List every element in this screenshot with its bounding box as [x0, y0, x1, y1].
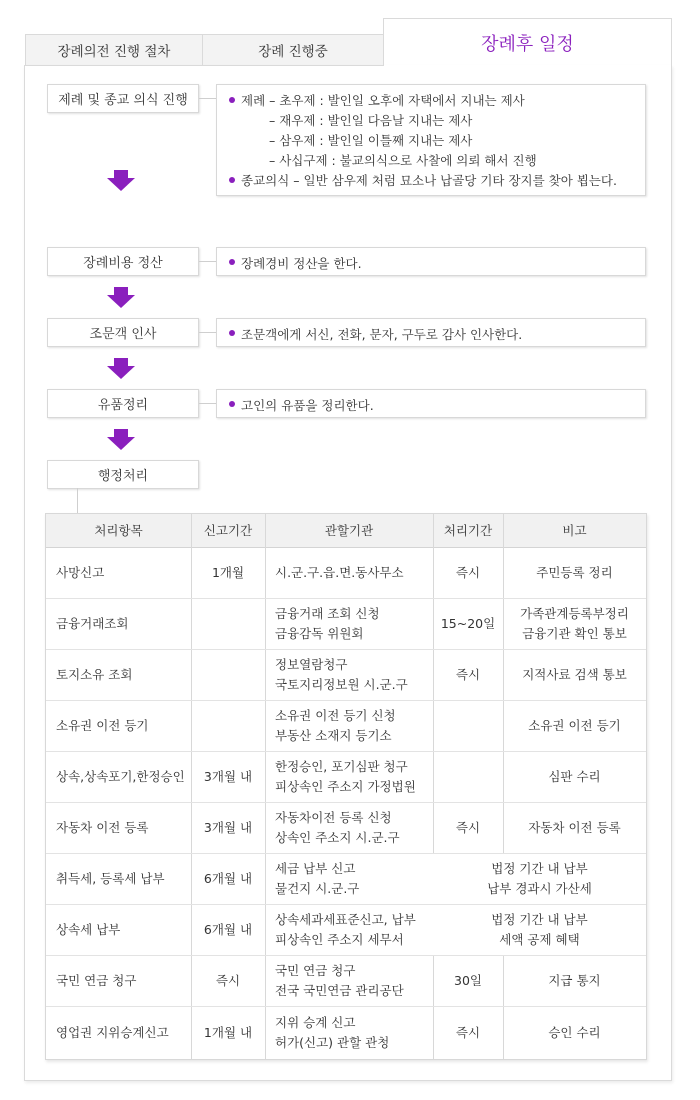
down-arrow-icon [107, 170, 135, 192]
table-cell-period [191, 649, 265, 700]
table-cell-note [503, 700, 646, 751]
step-belongings: 유품정리 [47, 389, 199, 418]
table-header: 처리기간 [443, 522, 493, 538]
table-cell-agency [265, 853, 433, 904]
bullet-dot-icon [229, 97, 235, 103]
down-arrow-icon [107, 429, 135, 451]
tab-funeral-in-progress[interactable]: 장례 진행중 [202, 34, 384, 66]
agency-line: 피상속인 주소지 세무서 [275, 931, 404, 947]
note-line: 승인 수리 [548, 1024, 601, 1040]
desc-belongings [216, 389, 646, 418]
agency-line: 피상속인 주소지 가정법원 [275, 778, 416, 794]
table-cell-merged-note [433, 904, 646, 955]
desc-line: – 사십구제 : 불교의식으로 사찰에 의뢰 해서 진행 [269, 153, 537, 168]
desc-line: 고인의 유품을 정리한다. [241, 398, 374, 413]
table-cell-note [503, 649, 646, 700]
table-cell-period: 6개월 내 [203, 870, 253, 886]
table-cell-item: 취득세, 등록세 납부 [56, 870, 165, 886]
agency-line: 시.군.구.읍.면.동사무소 [275, 564, 404, 580]
note-line: 주민등록 정리 [536, 564, 613, 580]
step-connector [199, 403, 216, 404]
bullet-dot-icon [229, 330, 235, 336]
step-ritual: 제례 및 종교 의식 진행 [47, 84, 199, 113]
table-header: 처리항목 [94, 522, 143, 538]
table-cell-agency [265, 751, 433, 802]
step-connector [199, 332, 216, 333]
agency-line: 한정승인, 포기심판 청구 [275, 758, 408, 774]
agency-line: 소유권 이전 등기 신청 [275, 707, 396, 723]
table-cell-item: 소유권 이전 등기 [56, 717, 149, 733]
step-cost-settlement: 장례비용 정산 [47, 247, 199, 276]
tab-after-funeral[interactable]: 장례후 일정 [383, 18, 672, 66]
note-line: 자동차 이전 등록 [528, 819, 621, 835]
note-line: 지급 통지 [548, 972, 601, 988]
table-cell-agency [265, 904, 433, 955]
agency-line: 국토지리정보원 시.군.구 [275, 676, 408, 692]
note-line: 법정 기간 내 납부 [491, 911, 588, 927]
agency-line: 물건지 시.군.구 [275, 880, 360, 896]
table-cell-period [191, 700, 265, 751]
step-connector [199, 261, 216, 262]
table-cell-proc: 30일 [454, 972, 482, 988]
table-cell-note [503, 1006, 646, 1059]
table-cell-agency [265, 802, 433, 853]
agency-line: 세금 납부 신고 [275, 860, 356, 876]
table-cell-item: 국민 연금 청구 [56, 972, 137, 988]
table-header: 관할기관 [324, 522, 374, 538]
step-administration: 행정처리 [47, 460, 199, 489]
table-cell-note [503, 802, 646, 853]
table-header: 신고기간 [203, 522, 253, 538]
note-line: 심판 수리 [548, 768, 601, 784]
table-cell-agency [265, 955, 433, 1006]
note-line: 납부 경과시 가산세 [487, 880, 592, 896]
table-cell-period: 즉시 [215, 972, 241, 988]
note-line: 법정 기간 내 납부 [491, 860, 588, 876]
table-cell-note [503, 547, 646, 598]
table-cell-item: 상속세 납부 [56, 921, 121, 937]
table-cell-note [503, 751, 646, 802]
bullet-dot-icon [229, 177, 235, 183]
table-cell-period: 6개월 내 [203, 921, 253, 937]
table-header: 비고 [562, 522, 587, 538]
table-cell-item: 자동차 이전 등록 [56, 819, 149, 835]
table-cell-note [503, 955, 646, 1006]
agency-line: 허가(신고) 관할 관청 [275, 1034, 390, 1050]
table-cell-item: 상속,상속포기,한정승인 [56, 768, 185, 784]
table-cell-item: 토지소유 조회 [56, 666, 133, 682]
agency-line: 상속세과세표준신고, 납부 [275, 911, 416, 927]
agency-line: 금융감독 위원회 [275, 625, 364, 641]
table-cell-agency [265, 649, 433, 700]
desc-line: – 삼우제 : 발인일 이틀째 지내는 제사 [269, 133, 473, 148]
table-cell-proc [433, 700, 503, 751]
desc-line: 조문객에게 서신, 전화, 문자, 구두로 감사 인사한다. [241, 327, 523, 342]
table-cell-item: 영업권 지위승계신고 [56, 1024, 169, 1040]
table-cell-item: 사망신고 [56, 564, 105, 580]
table-cell-proc: 즉시 [455, 564, 481, 580]
table-cell-proc: 즉시 [455, 1024, 481, 1040]
agency-line: 부동산 소재지 등기소 [275, 727, 392, 743]
table-cell-item: 금융거래조회 [56, 615, 129, 631]
desc-line: – 재우제 : 발인일 다음날 지내는 제사 [269, 113, 473, 128]
table-cell-proc [433, 751, 503, 802]
admin-table [45, 513, 647, 1060]
desc-line: 종교의식 – 일반 삼우제 처럼 묘소나 납골당 기타 장지를 찾아 뵙는다. [241, 173, 617, 188]
desc-thank-mourners [216, 318, 646, 347]
note-line: 금융기관 확인 통보 [522, 625, 627, 641]
table-cell-proc: 즉시 [455, 666, 481, 682]
agency-line: 상속인 주소지 시.군.구 [275, 829, 400, 845]
desc-cost-settlement [216, 247, 646, 276]
desc-line: 장례경비 정산을 한다. [241, 256, 362, 271]
table-cell-note [503, 598, 646, 649]
desc-ritual [216, 84, 646, 196]
panel-divider [24, 65, 384, 66]
table-cell-period: 3개월 내 [203, 768, 253, 784]
tab-funeral-procedure[interactable]: 장례의전 진행 절차 [25, 34, 203, 66]
step-connector-vertical [77, 488, 78, 514]
table-cell-period [191, 598, 265, 649]
down-arrow-icon [107, 358, 135, 380]
table-cell-merged-note [433, 853, 646, 904]
bullet-dot-icon [229, 401, 235, 407]
table-cell-agency [265, 700, 433, 751]
agency-line: 전국 국민연금 관리공단 [275, 982, 404, 998]
step-thank-mourners: 조문객 인사 [47, 318, 199, 347]
table-cell-agency [265, 1006, 433, 1059]
agency-line: 국민 연금 청구 [275, 962, 356, 978]
note-line: 소유권 이전 등기 [528, 717, 621, 733]
desc-line: 제례 – 초우제 : 발인일 오후에 자택에서 지내는 제사 [241, 93, 525, 108]
table-cell-agency [265, 547, 433, 598]
down-arrow-icon [107, 287, 135, 309]
table-cell-period: 1개월 [211, 564, 245, 580]
step-connector [199, 98, 216, 99]
table-cell-period: 3개월 내 [203, 819, 253, 835]
table-cell-proc: 15~20일 [440, 615, 496, 631]
table-cell-period: 1개월 내 [203, 1024, 253, 1040]
agency-line: 자동차이전 등록 신청 [275, 809, 392, 825]
table-cell-proc: 즉시 [455, 819, 481, 835]
bullet-dot-icon [229, 259, 235, 265]
agency-line: 금융거래 조회 신청 [275, 605, 380, 621]
note-line: 가족관계등록부정리 [520, 605, 629, 621]
note-line: 지적사료 검색 통보 [522, 666, 627, 682]
table-cell-agency [265, 598, 433, 649]
agency-line: 지위 승계 신고 [275, 1014, 356, 1030]
agency-line: 정보열람청구 [275, 656, 348, 672]
note-line: 세액 공제 혜택 [499, 931, 580, 947]
